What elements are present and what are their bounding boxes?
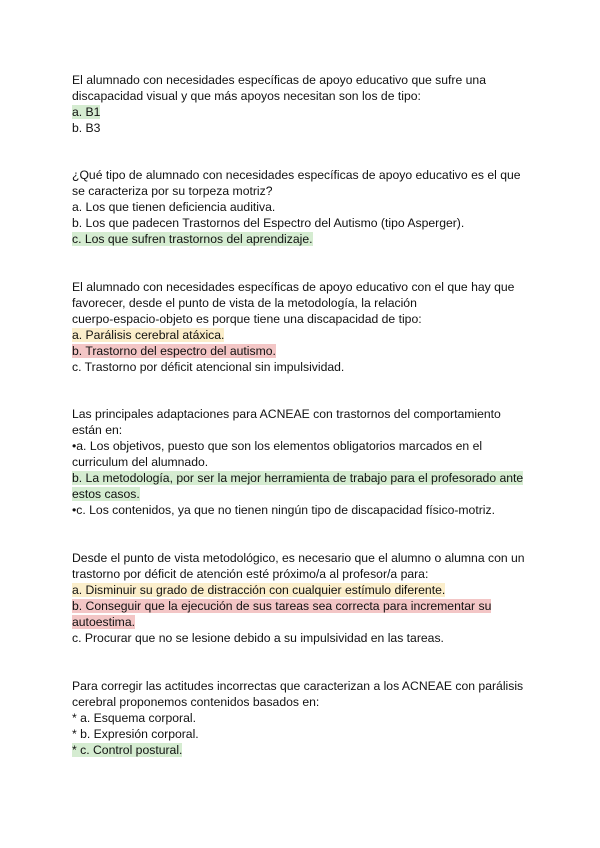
answer-option: c. Trastorno por déficit atencional sin impulsividad. xyxy=(72,360,345,374)
answer-option: •c. Los contenidos, ya que no tienen ningún tipo de discapacidad físico-motriz. xyxy=(72,503,495,517)
question-block xyxy=(72,279,532,375)
question-stem-line: Para corregir las actitudes incorrectas que caracterizan a los ACNEAE con parálisis xyxy=(72,679,524,693)
question-stem-line: favorecer, desde el punto de vista de la metodología, la relación xyxy=(72,296,417,310)
question-stem-line: El alumnado con necesidades específicas de apoyo educativo con el que hay que xyxy=(72,280,515,294)
question-stem-line: cuerpo-espacio-objeto es porque tiene una discapacidad de tipo: xyxy=(72,312,422,326)
answer-option: autoestima. xyxy=(72,615,136,629)
question-block xyxy=(72,406,532,518)
question-stem-line: Las principales adaptaciones para ACNEAE con trastornos del comportamiento xyxy=(72,407,501,421)
answer-option: c. Los que sufren trastornos del aprendizaje. xyxy=(72,232,313,246)
question-stem-line: se caracteriza por su torpeza motriz? xyxy=(72,184,273,198)
answer-option: b. Trastorno del espectro del autismo. xyxy=(72,344,276,358)
answer-option: a. B1 xyxy=(72,105,101,119)
question-block xyxy=(72,678,532,758)
question-block xyxy=(72,550,532,646)
question-stem-line: discapacidad visual y que más apoyos necesitan son los de tipo: xyxy=(72,89,421,103)
answer-option: a. Parálisis cerebral atáxica. xyxy=(72,328,225,342)
answer-option: * b. Expresión corporal. xyxy=(72,727,199,741)
answer-option: curriculum del alumnado. xyxy=(72,455,209,469)
answer-option: b. B3 xyxy=(72,121,101,135)
answer-option: a. Los que tienen deficiencia auditiva. xyxy=(72,200,276,214)
question-block xyxy=(72,167,532,247)
question-stem-line: trastorno por déficit de atención esté próximo/a al profesor/a para: xyxy=(72,567,429,581)
question-stem-line: El alumnado con necesidades específicas de apoyo educativo que sufre una xyxy=(72,73,486,87)
answer-option: * a. Esquema corporal. xyxy=(72,711,196,725)
question-stem-line: cerebral proponemos contenidos basados en: xyxy=(72,695,320,709)
answer-option: b. Conseguir que la ejecución de sus tareas sea correcta para incrementar su xyxy=(72,599,492,613)
answer-option: a. Disminuir su grado de distracción con cualquier estímulo diferente. xyxy=(72,583,446,597)
answer-option: estos casos. xyxy=(72,487,140,501)
answer-option: •a. Los objetivos, puesto que son los elementos obligatorios marcados en el xyxy=(72,439,483,453)
question-stem-line: ¿Qué tipo de alumnado con necesidades específicas de apoyo educativo es el que xyxy=(72,168,521,182)
question-stem-line: Desde el punto de vista metodológico, es necesario que el alumno o alumna con un xyxy=(72,551,525,565)
answer-option: b. La metodología, por ser la mejor herramienta de trabajo para el profesorado ante xyxy=(72,471,524,485)
question-stem-line: están en: xyxy=(72,423,123,437)
answer-option: b. Los que padecen Trastornos del Espectro del Autismo (tipo Asperger). xyxy=(72,216,465,230)
answer-option: c. Procurar que no se lesione debido a su impulsividad en las tareas. xyxy=(72,631,444,645)
answer-option: * c. Control postural. xyxy=(72,743,183,757)
question-block xyxy=(72,72,532,136)
